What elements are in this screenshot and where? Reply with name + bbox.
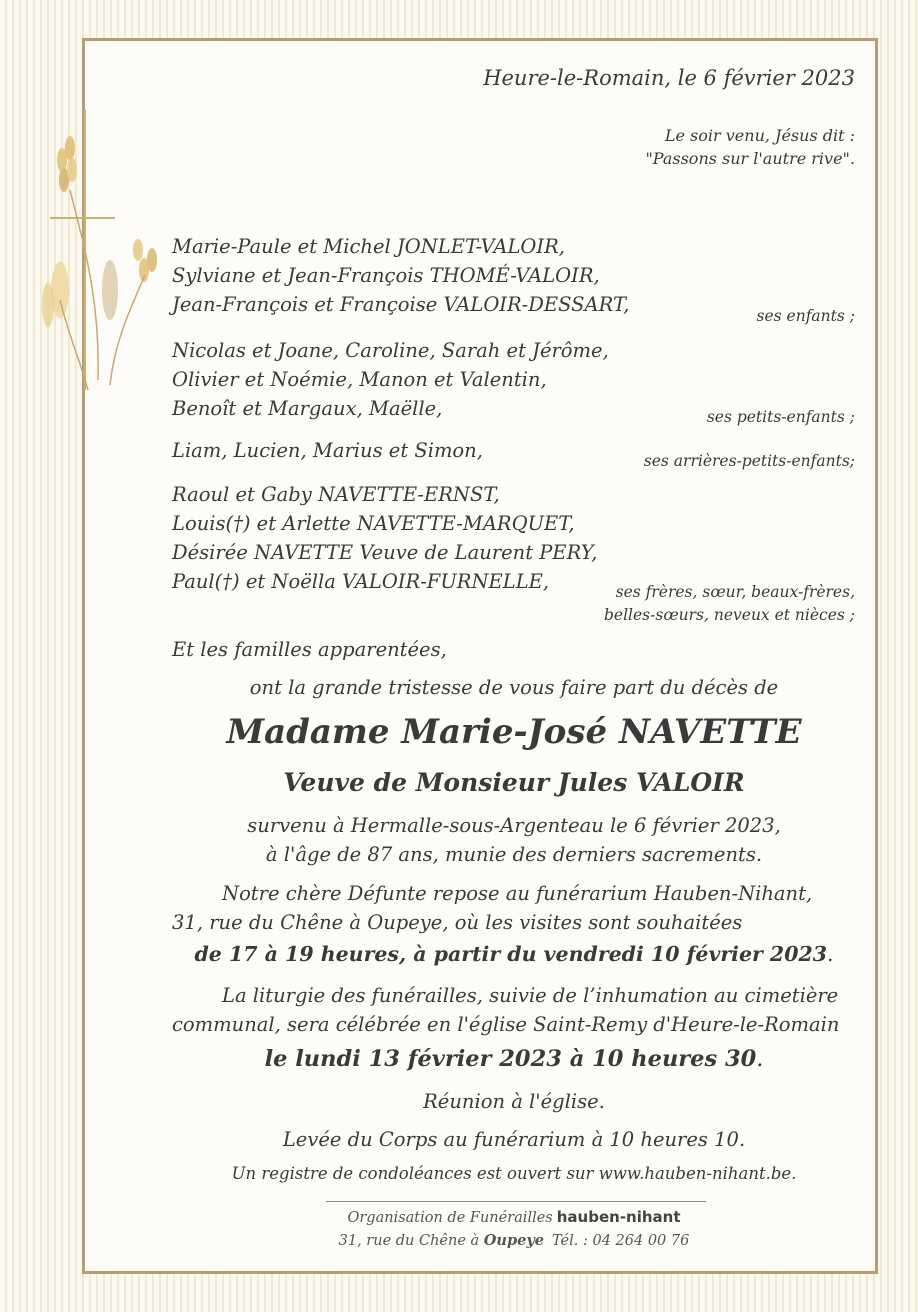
- address-city: Oupeye: [483, 1232, 544, 1249]
- family-name-line: Sylviane et Jean-François THOMÉ-VALOIR,: [172, 264, 600, 287]
- place-date: Heure-le-Romain, le 6 février 2023: [483, 66, 855, 90]
- funeral-date-text: le lundi 13 février 2023 à 10 heures 30: [264, 1046, 757, 1072]
- meeting-place: Réunion à l'église.: [423, 1090, 605, 1113]
- visitation-hours: [172, 942, 856, 966]
- announcement-intro: ont la grande tristesse de vous faire part du décès de: [249, 676, 779, 699]
- family-name-line: Benoît et Margaux, Maëlle,: [172, 397, 443, 420]
- family-name-line: Liam, Lucien, Marius et Simon,: [172, 439, 483, 462]
- relation-label: [525, 581, 855, 627]
- family-name-line: Désirée NAVETTE Veuve de Laurent PERY,: [172, 541, 598, 564]
- family-name-line: Nicolas et Joane, Caroline, Sarah et Jérôme,: [172, 339, 609, 362]
- deceased-name: Madame Marie-José NAVETTE: [226, 712, 802, 752]
- levee-time: Levée du Corps au funérarium à 10 heures 10.: [282, 1128, 746, 1151]
- organizer-label: Organisation de Funérailles: [347, 1210, 553, 1226]
- funeral-home-address: [172, 1232, 856, 1249]
- phone-number: Tél. : 04 264 00 76: [552, 1233, 690, 1249]
- funeral-text: La liturgie des funérailles, suivie de l’inhumation au cimetière: [222, 984, 839, 1007]
- funeral-text: communal, sera célébrée en l'église Saint-Remy d'Heure-le-Romain: [172, 1013, 840, 1036]
- wheat-ears-icon: [42, 136, 157, 390]
- relation-label: ses enfants ;: [756, 307, 855, 325]
- footer-divider: [326, 1201, 706, 1202]
- widow-of: Veuve de Monsieur Jules VALOIR: [283, 768, 745, 797]
- funeral-date: [172, 1046, 856, 1072]
- family-name-line: Louis(†) et Arlette NAVETTE-MARQUET,: [172, 512, 575, 535]
- wheat-cross-decoration: [40, 100, 170, 400]
- organizer-line: [172, 1208, 856, 1226]
- relation-label: ses petits-enfants ;: [706, 408, 855, 426]
- family-name-line: Raoul et Gaby NAVETTE-ERNST,: [172, 483, 500, 506]
- condolence-registry: Un registre de condoléances est ouvert sur www.hauben-nihant.be.: [231, 1164, 797, 1183]
- related-families: Et les familles apparentées,: [172, 638, 447, 661]
- quote-line: "Passons sur l'autre rive".: [645, 149, 855, 168]
- siblings-names: [172, 480, 652, 596]
- death-details: survenu à Hermalle-sous-Argenteau le 6 février 2023,: [247, 814, 781, 837]
- visitation-text: 31, rue du Chêne à Oupeye, où les visites sont souhaitées: [172, 911, 743, 934]
- family-name-line: Marie-Paule et Michel JONLET-VALOIR,: [172, 235, 565, 258]
- death-details: à l'âge de 87 ans, munie des derniers sacrements.: [265, 843, 763, 866]
- visitation-hours-period: .: [827, 942, 834, 966]
- relation-line: ses frères, sœur, beaux-frères,: [615, 583, 855, 601]
- funeral-date-period: .: [756, 1046, 764, 1072]
- funeral-home-logo: hauben-nihant: [556, 1208, 681, 1226]
- relation-line: belles-sœurs, neveux et nièces ;: [604, 606, 855, 624]
- family-name-line: Olivier et Noémie, Manon et Valentin,: [172, 368, 547, 391]
- visitation-hours-text: de 17 à 19 heures, à partir du vendredi 10 février 2023: [194, 942, 827, 966]
- family-name-line: Jean-François et Françoise VALOIR-DESSART,: [172, 293, 630, 316]
- relation-label: ses arrières-petits-enfants;: [643, 452, 855, 470]
- address-street: 31, rue du Chêne à: [338, 1233, 484, 1249]
- scripture-quote: [430, 124, 855, 170]
- visitation-text: Notre chère Défunte repose au funérarium Hauben-Nihant,: [222, 882, 813, 905]
- family-name-line: Paul(†) et Noëlla VALOIR-FURNELLE,: [172, 570, 550, 593]
- quote-line: Le soir venu, Jésus dit :: [664, 126, 855, 145]
